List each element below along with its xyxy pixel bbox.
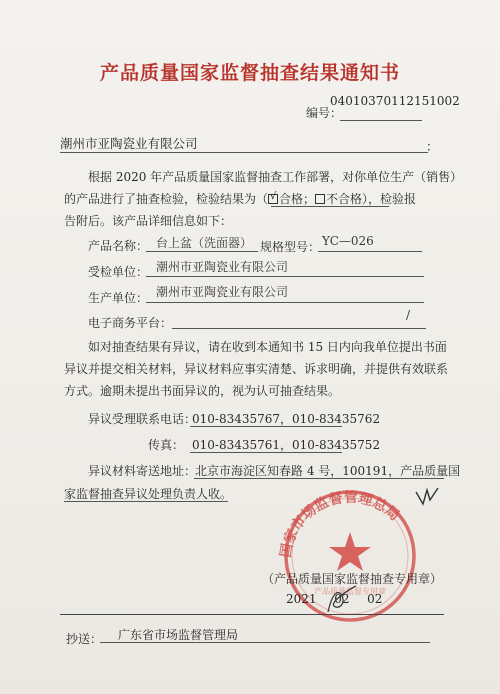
fail-option: 不合格） [326, 192, 369, 206]
ecommerce-label: 电子商务平台： [88, 316, 173, 330]
inspected-unit-value: 潮州市亚陶瓷业有限公司 [156, 260, 289, 274]
cc-divider [60, 614, 444, 615]
inspected-unit-underline [146, 276, 424, 277]
result-underline [271, 206, 389, 207]
seal-text: 国家市场监督管理总局 [277, 489, 403, 559]
model-underline [318, 251, 422, 252]
cc-label: 抄送： [66, 632, 103, 646]
product-name-label: 产品名称： [88, 239, 149, 253]
model-label: 规格型号： [260, 240, 321, 254]
ecommerce-underline [172, 328, 426, 329]
inspected-unit-label: 受检单位： [88, 265, 149, 279]
recipient-colon: ： [426, 139, 439, 154]
para2-line3: 方式。逾期未提出书面异议的，视为认可抽查结果。 [64, 384, 341, 398]
ecommerce-value: / [406, 308, 411, 322]
document-title: 产品质量国家监督抽查结果通知书 [99, 62, 400, 84]
fax-value: 010-83435761，010-83435752 [192, 438, 381, 452]
model-value: YC—026 [322, 234, 374, 248]
fail-checkbox [315, 194, 325, 204]
document-number: 04010370112151002 [330, 94, 460, 108]
recipient-underline [60, 152, 428, 153]
address-value-line2: 家监督抽查异议处理负责人收。 [64, 487, 233, 501]
para1-line3: 告附后。该产品详细信息如下： [64, 214, 233, 228]
pass-option: 合格； [279, 192, 316, 206]
para1-line1: 根据 2020 年产品质量国家监督抽查工作部署，对你单位生产（销售） [88, 170, 463, 184]
para2-line2: 异议并提交相关材料，异议材料应事实清楚、诉求明确，并提供有效联系 [64, 362, 449, 376]
phone-label: 异议受理联系电话： [88, 412, 197, 426]
number-underline [340, 120, 422, 121]
phone-underline [190, 426, 342, 427]
seal-caption: （产品质量国家监督抽查专用章） [262, 572, 443, 586]
product-name-underline [146, 251, 258, 252]
date-month: 02 [334, 592, 350, 606]
product-name-value: 台上盆（洗面器） [156, 236, 253, 250]
para1-line2-start: 的产品进行了抽查检验，检验结果为（ [64, 192, 269, 206]
phone-value: 010-83435767，010-83435762 [192, 412, 381, 426]
cc-underline [100, 642, 430, 643]
para2-line1: 如对抽查结果有异议，请在收到本通知书 15 日内向我单位提出书面 [88, 340, 447, 354]
date-year: 2021 [286, 592, 317, 606]
fax-label: 传真： [148, 438, 185, 452]
pass-checkbox: √ [270, 191, 277, 202]
seal-subtext: 产品质量监督专用章 [314, 587, 386, 596]
fax-underline [190, 452, 342, 453]
para1-line2-end: ，检验报 [368, 192, 417, 206]
cc-value: 广东省市场监督管理局 [118, 628, 239, 642]
address-value-line1: 北京市海淀区知春路 4 号，100191，产品质量国 [195, 464, 461, 478]
para1-line2 [64, 190, 416, 207]
recipient-name: 潮州市亚陶瓷业有限公司 [60, 136, 198, 151]
signature-icon [322, 582, 362, 618]
address-label: 异议材料寄送地址： [88, 464, 197, 478]
producer-underline [146, 302, 424, 303]
producer-label: 生产单位： [88, 291, 149, 305]
producer-value: 潮州市亚陶瓷业有限公司 [156, 285, 289, 299]
date-day: 02 [367, 592, 383, 606]
address-underline-2 [64, 501, 228, 502]
number-label: 编号： [306, 106, 343, 120]
